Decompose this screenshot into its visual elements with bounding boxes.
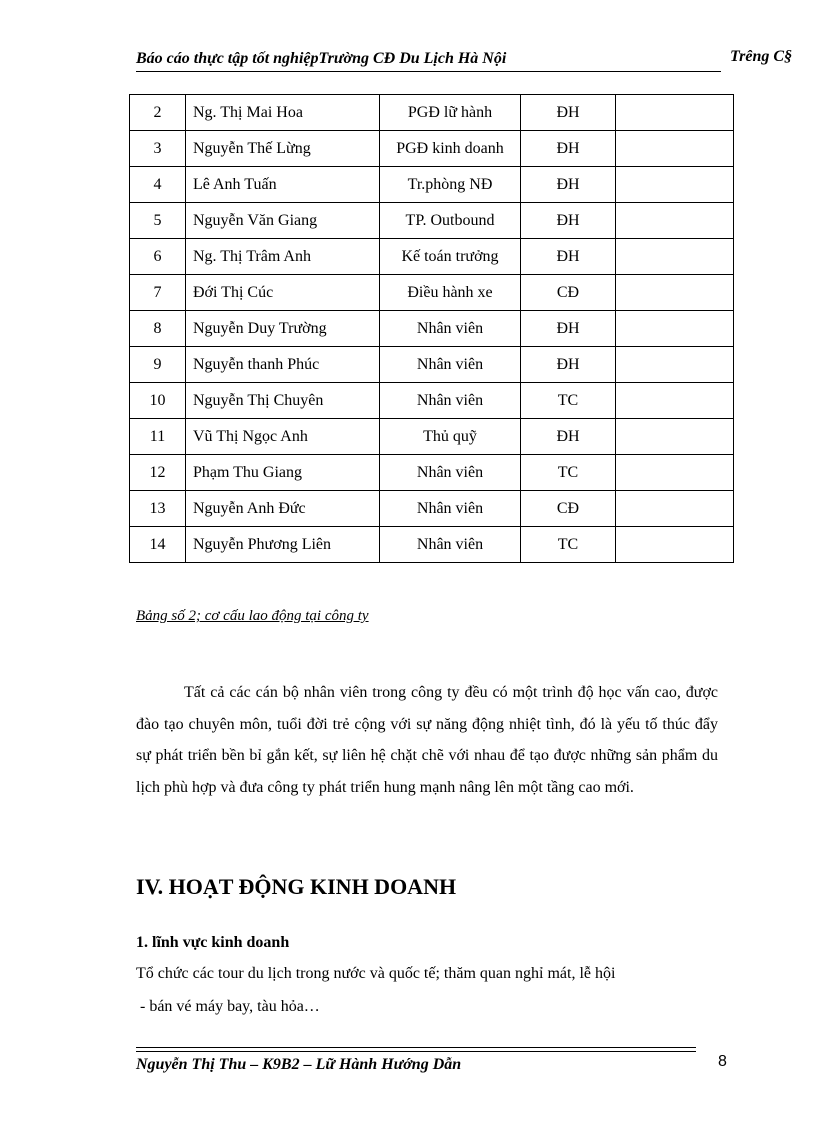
employee-note <box>616 527 734 563</box>
row-number: 3 <box>130 131 186 167</box>
employee-degree: TC <box>521 455 616 491</box>
row-number: 2 <box>130 95 186 131</box>
employee-position: TP. Outbound <box>380 203 521 239</box>
employee-name: Nguyễn Anh Đức <box>186 491 380 527</box>
employee-name: Đới Thị Cúc <box>186 275 380 311</box>
employee-name: Nguyễn thanh Phúc <box>186 347 380 383</box>
section-title: IV. HOẠT ĐỘNG KINH DOANH <box>136 874 457 899</box>
header-report-title: Báo cáo thực tập tốt nghiệpTrường CĐ Du Lịch Hà Nội <box>136 50 507 67</box>
employee-name: Vũ Thị Ngọc Anh <box>186 419 380 455</box>
employee-position: PGĐ kinh doanh <box>380 131 521 167</box>
row-number: 13 <box>130 491 186 527</box>
employee-position: Nhân viên <box>380 311 521 347</box>
business-line-2: - bán vé máy bay, tàu hỏa… <box>140 998 320 1015</box>
employee-position: Điều hành xe <box>380 275 521 311</box>
employee-note <box>616 455 734 491</box>
employee-name: Nguyễn Thị Chuyên <box>186 383 380 419</box>
row-number: 12 <box>130 455 186 491</box>
table-row <box>130 347 734 383</box>
staff-table-body <box>130 95 734 563</box>
employee-position: Tr.phòng NĐ <box>380 167 521 203</box>
footer-author: Nguyễn Thị Thu – K9B2 – Lữ Hành Hướng Dẫn <box>136 1056 462 1073</box>
table-row <box>130 383 734 419</box>
employee-degree: TC <box>521 527 616 563</box>
employee-degree: CĐ <box>521 275 616 311</box>
employee-note <box>616 311 734 347</box>
table-row <box>130 95 734 131</box>
employee-note <box>616 95 734 131</box>
employee-name: Ng. Thị Trâm Anh <box>186 239 380 275</box>
employee-degree: ĐH <box>521 95 616 131</box>
table-row <box>130 131 734 167</box>
row-number: 6 <box>130 239 186 275</box>
body-paragraph-text: Tất cả các cán bộ nhân viên trong công ty đều có một trình độ học vấn cao, được đào tạo chuyên môn, tuổi đời trẻ cộng với sự năng động nhiệt tình, đó là yếu tố thúc đẩy sự phát triển bền bỉ gắn kết, sự liên hệ chặt chẽ với nhau để tạo được những sản phẩm du lịch phù hợp và đưa công ty phát triển hung mạnh nâng lên một tầng cao mới. <box>136 684 718 796</box>
table-row <box>130 167 734 203</box>
table-row <box>130 491 734 527</box>
table-row <box>130 239 734 275</box>
employee-degree: ĐH <box>521 203 616 239</box>
employee-note <box>616 419 734 455</box>
employee-position: Kế toán trưởng <box>380 239 521 275</box>
employee-note <box>616 383 734 419</box>
employee-name: Phạm Thu Giang <box>186 455 380 491</box>
employee-note <box>616 491 734 527</box>
employee-position: Nhân viên <box>380 527 521 563</box>
row-number: 5 <box>130 203 186 239</box>
employee-note <box>616 167 734 203</box>
employee-degree: ĐH <box>521 131 616 167</box>
row-number: 9 <box>130 347 186 383</box>
employee-position: Thủ quỹ <box>380 419 521 455</box>
row-number: 7 <box>130 275 186 311</box>
employee-position: Nhân viên <box>380 347 521 383</box>
employee-name: Lê Anh Tuấn <box>186 167 380 203</box>
table-row <box>130 203 734 239</box>
header-rule <box>136 71 721 72</box>
section-subtitle: 1. lĩnh vực kinh doanh <box>136 934 290 951</box>
employee-degree: ĐH <box>521 419 616 455</box>
table-row <box>130 419 734 455</box>
row-number: 4 <box>130 167 186 203</box>
employee-degree: CĐ <box>521 491 616 527</box>
employee-position: Nhân viên <box>380 383 521 419</box>
employee-position: PGĐ lữ hành <box>380 95 521 131</box>
employee-degree: ĐH <box>521 311 616 347</box>
header-school-fragment: Trêng C§ <box>730 48 793 65</box>
employee-note <box>616 347 734 383</box>
employee-degree: ĐH <box>521 347 616 383</box>
employee-name: Nguyễn Thế Lừng <box>186 131 380 167</box>
table-row <box>130 527 734 563</box>
employee-position: Nhân viên <box>380 455 521 491</box>
table-row <box>130 275 734 311</box>
employee-name: Nguyễn Phương Liên <box>186 527 380 563</box>
row-number: 14 <box>130 527 186 563</box>
business-line-1: Tổ chức các tour du lịch trong nước và quốc tế; thăm quan nghỉ mát, lễ hội <box>136 965 616 982</box>
employee-name: Nguyễn Văn Giang <box>186 203 380 239</box>
body-paragraph <box>136 677 718 803</box>
employee-note <box>616 239 734 275</box>
row-number: 8 <box>130 311 186 347</box>
page-number: 8 <box>718 1053 727 1070</box>
staff-table <box>129 94 734 563</box>
employee-note <box>616 131 734 167</box>
employee-name: Nguyễn Duy Trường <box>186 311 380 347</box>
employee-position: Nhân viên <box>380 491 521 527</box>
row-number: 11 <box>130 419 186 455</box>
table-row <box>130 455 734 491</box>
footer-rule-top <box>136 1047 696 1048</box>
row-number: 10 <box>130 383 186 419</box>
employee-degree: ĐH <box>521 239 616 275</box>
footer-rule-bottom <box>136 1051 696 1052</box>
table-row <box>130 311 734 347</box>
employee-degree: TC <box>521 383 616 419</box>
employee-note <box>616 275 734 311</box>
employee-degree: ĐH <box>521 167 616 203</box>
employee-name: Ng. Thị Mai Hoa <box>186 95 380 131</box>
employee-note <box>616 203 734 239</box>
table-caption: Bảng số 2; cơ cấu lao động tại công ty <box>136 608 369 624</box>
